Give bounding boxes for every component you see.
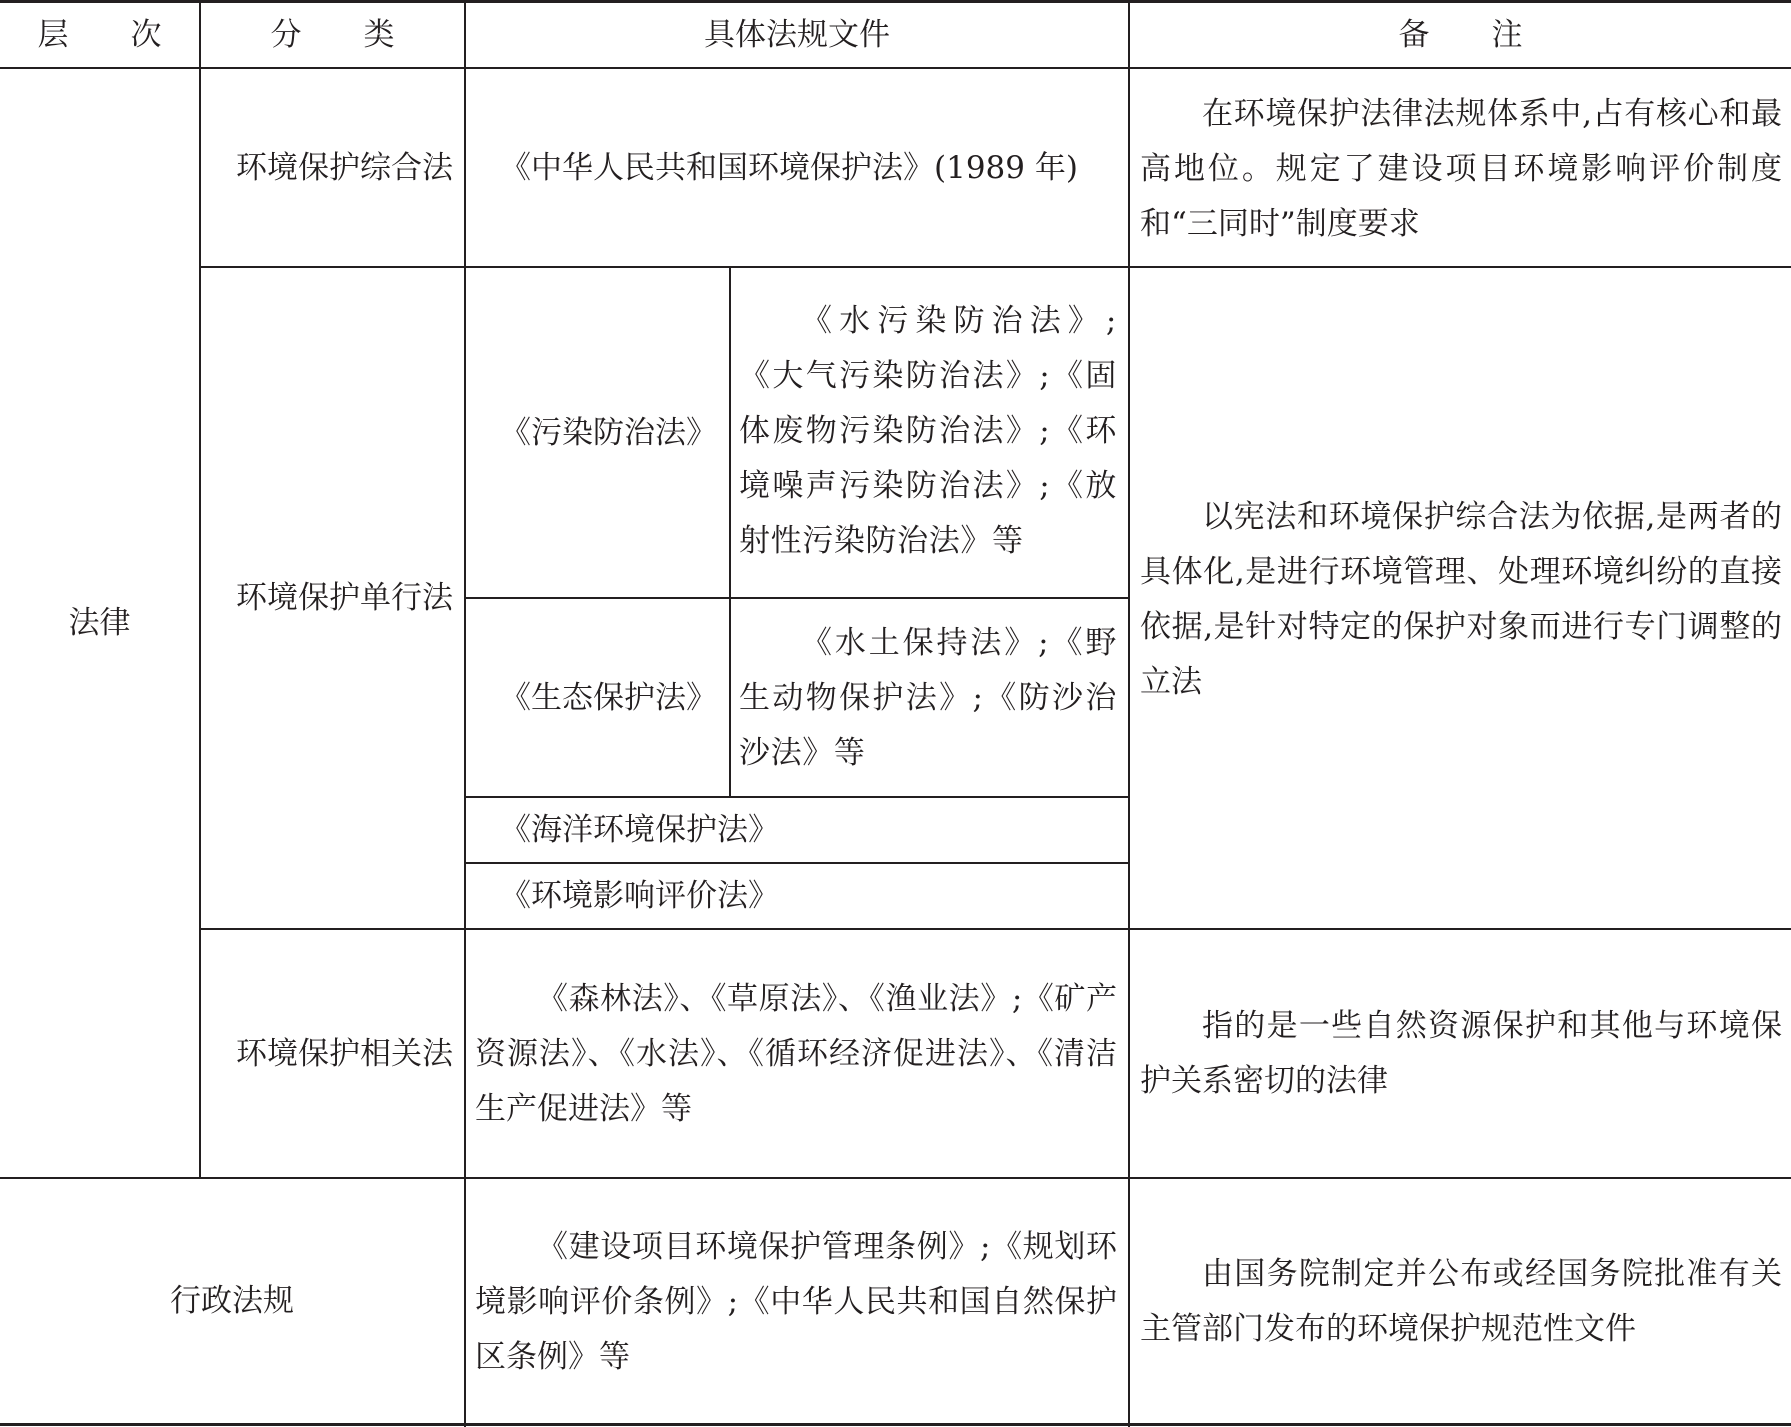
group-ecology-protection: 《生态保护法》 <box>500 679 717 716</box>
category-related: 环境保护相关法 <box>236 1035 453 1072</box>
ecology-laws-list: 《水土保持法》;《野生动物保护法》;《防沙治沙法》等 <box>739 625 1117 771</box>
header-category: 分 类 <box>270 17 395 53</box>
category-comprehensive: 环境保护综合法 <box>236 149 453 186</box>
pollution-laws-list: 《水污染防治法》;《大气污染防治法》;《固体废物污染防治法》;《环境噪声污染防治法》;《放射性污染防治法》等 <box>739 303 1117 559</box>
document-environmental-protection-law: 《中华人民共和国环境保护法》(1989 年) <box>500 149 1078 186</box>
category-specific: 环境保护单行法 <box>236 580 453 616</box>
group-pollution-prevention: 《污染防治法》 <box>500 414 717 451</box>
remark-specific: 以宪法和环境保护综合法为依据,是两者的具体化,是进行环境管理、处理环境纠纷的直接依据,是针对特定的保护对象而进行专门调整的立法 <box>1140 499 1782 700</box>
remark-related: 指的是一些自然资源保护和其他与环境保护关系密切的法律 <box>1140 1008 1782 1099</box>
eia-law: 《环境影响评价法》 <box>500 878 779 914</box>
header-remarks: 备 注 <box>1398 17 1523 53</box>
level-law: 法律 <box>68 605 131 641</box>
column-divider <box>199 0 201 1179</box>
column-divider <box>1128 0 1130 1427</box>
column-divider <box>464 0 466 1427</box>
remark-comprehensive: 在环境保护法律法规体系中,占有核心和最高地位。规定了建设项目环境影响评价制度和“三同时”制度要求 <box>1140 96 1782 242</box>
header-documents: 具体法规文件 <box>704 17 890 53</box>
remark-regulations: 由国务院制定并公布或经国务院批准有关主管部门发布的环境保护规范性文件 <box>1140 1256 1782 1347</box>
level-administrative-regulations: 行政法规 <box>170 1283 294 1319</box>
marine-law: 《海洋环境保护法》 <box>500 812 779 848</box>
table-bottom-rule <box>0 1423 1791 1426</box>
regulations-list: 《建设项目环境保护管理条例》;《规划环境影响评价条例》;《中华人民共和国自然保护区条例》等 <box>475 1229 1117 1375</box>
header-level: 层 次 <box>37 17 162 53</box>
related-laws-list: 《森林法》、《草原法》、《渔业法》;《矿产资源法》、《水法》、《循环经济促进法》、《清洁生产促进法》等 <box>475 981 1117 1127</box>
column-divider <box>729 266 731 798</box>
